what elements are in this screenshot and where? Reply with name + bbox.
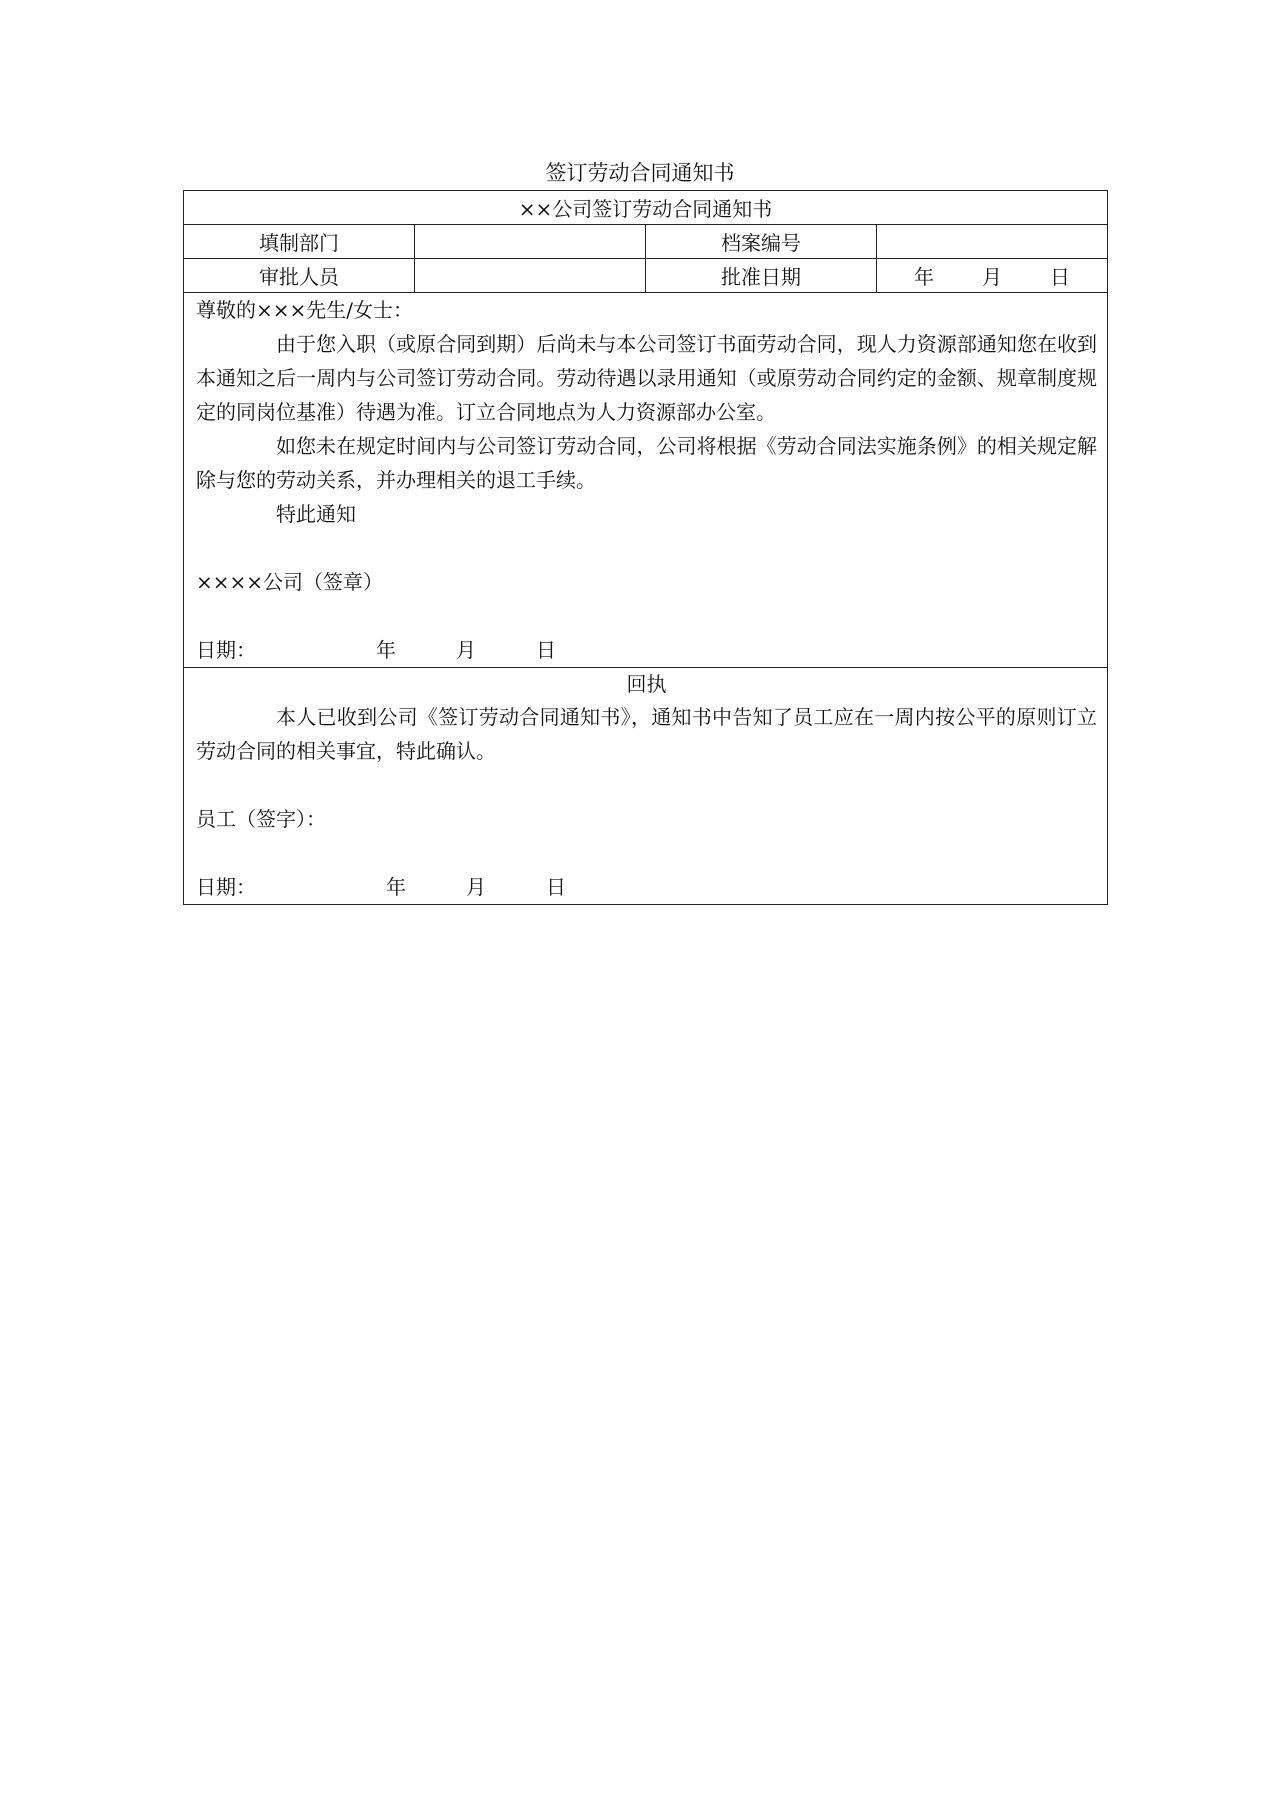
- notice-body: [184, 293, 1108, 668]
- approver-field[interactable]: [415, 259, 646, 293]
- dept-label: 填制部门: [184, 225, 415, 259]
- receipt-date-line: [196, 870, 1097, 904]
- notice-paragraph-1: 由于您入职（或原合同到期）后尚未与本公司签订书面劳动合同，现人力资源部通知您在收到本通知之后一周内与公司签订劳动合同。劳动待遇以录用通知（或原劳动合同约定的金额、规章制度规定的同岗位基准）待遇为准。订立合同地点为人力资源部办公室。: [196, 332, 1098, 424]
- receipt-date-label: 日期：: [196, 875, 256, 899]
- receipt-month: 月: [466, 875, 486, 899]
- notice-date-label: 日期：: [196, 638, 256, 662]
- page-title: 签订劳动合同通知书: [545, 161, 735, 185]
- notice-paragraph-2: 如您未在规定时间内与公司签订劳动合同，公司将根据《劳动合同法实施条例》的相关规定解除与您的劳动关系，并办理相关的退工手续。: [196, 434, 1098, 492]
- notice-month: 月: [456, 638, 476, 662]
- dept-field[interactable]: [415, 225, 646, 259]
- company-seal: ××××公司（签章）: [196, 570, 384, 594]
- approve-date-parts: [877, 261, 1107, 290]
- notice-table: [183, 190, 1108, 905]
- file-no-field[interactable]: [877, 225, 1108, 259]
- receipt-day: 日: [546, 875, 566, 899]
- notice-day: 日: [536, 638, 556, 662]
- month-label: 月: [982, 265, 1002, 289]
- notice-year: 年: [376, 638, 396, 662]
- day-label: 日: [1050, 265, 1070, 289]
- approve-date-field[interactable]: [877, 259, 1108, 293]
- approve-date-label: 批准日期: [646, 259, 877, 293]
- receipt-title: 回执: [626, 672, 667, 696]
- notice-closing: 特此通知: [276, 502, 356, 526]
- notice-date-line: [196, 633, 1097, 667]
- year-label: 年: [914, 265, 934, 289]
- table-title: ××公司签订劳动合同通知书: [184, 191, 1108, 225]
- file-no-label: 档案编号: [646, 225, 877, 259]
- receipt-year: 年: [386, 875, 406, 899]
- employee-sign: 员工（签字）：: [196, 807, 326, 831]
- salutation: 尊敬的×××先生/女士：: [196, 298, 414, 322]
- approver-label: 审批人员: [184, 259, 415, 293]
- receipt-body: [184, 668, 1108, 905]
- receipt-paragraph: 本人已收到公司《签订劳动合同通知书》，通知书中告知了员工应在一周内按公平的原则订立劳动合同的相关事宜，特此确认。: [196, 705, 1098, 763]
